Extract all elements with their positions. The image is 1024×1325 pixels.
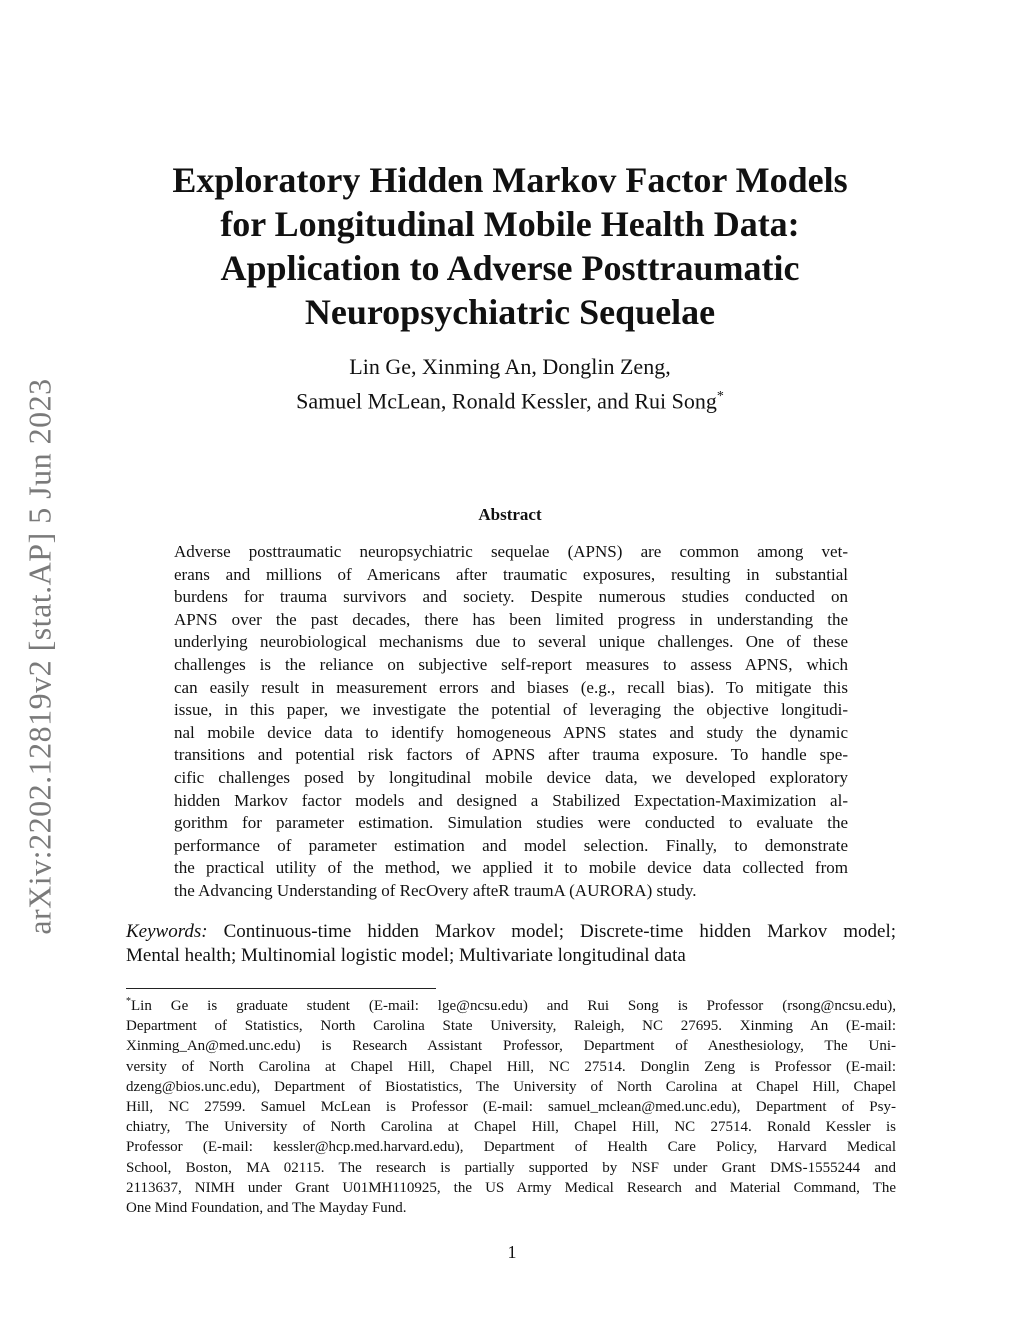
abstract-line: the Advancing Understanding of RecOvery afteR traumA (AURORA) study. bbox=[174, 880, 697, 900]
abstract-line: nal mobile device data to identify homogeneous APNS states and study the dynamic bbox=[174, 722, 848, 742]
paper-title bbox=[120, 158, 900, 334]
arxiv-side-stamp bbox=[12, 366, 68, 946]
footnote-line: Department of Statistics, North Carolina State University, Raleigh, NC 27695. Xinming An (E-mail: bbox=[126, 1018, 896, 1035]
abstract-line: burdens for trauma survivors and society. Despite numerous studies conducted on bbox=[174, 587, 848, 607]
author-list bbox=[120, 352, 900, 416]
title-line: Neuropsychiatric Sequelae bbox=[304, 292, 716, 332]
footnote-line: One Mind Foundation, and The Mayday Fund. bbox=[126, 1200, 407, 1217]
keywords-line-2: Mental health; Multinomial logistic model; Multivariate longitudinal data bbox=[126, 945, 686, 966]
footnote-line: School, Boston, MA 02115. The research is partially supported by NSF under Grant DMS-1555244 and bbox=[126, 1159, 896, 1176]
abstract-line: can easily result in measurement errors and biases (e.g., recall bias). To mitigate this bbox=[174, 677, 848, 697]
title-line: for Longitudinal Mobile Health Data: bbox=[220, 204, 800, 244]
keywords-text: Continuous-time hidden Markov model; Discrete-time hidden Markov model; bbox=[223, 921, 896, 942]
footnote-line: chiatry, The University of North Carolina at Chapel Hill, Chapel Hill, NC 27514. Ronald Kessler is bbox=[126, 1119, 896, 1136]
title-line: Exploratory Hidden Markov Factor Models bbox=[172, 160, 848, 200]
footnote-first-text: Lin Ge is graduate student (E-mail: lge@ncsu.edu) and Rui Song is Professor (rsong@ncsu.edu), bbox=[131, 998, 896, 1014]
abstract-line: the practical utility of the method, we applied it to mobile device data collected from bbox=[174, 858, 848, 878]
page-number: 1 bbox=[507, 1242, 517, 1262]
arxiv-identifier: arXiv:2202.12819v2 [stat.AP] 5 Jun 2023 bbox=[21, 377, 58, 935]
abstract-line: underlying neurobiological mechanisms due to several unique challenges. One of these bbox=[174, 632, 848, 652]
footnote-divider bbox=[126, 988, 436, 989]
footnote-marker: * bbox=[126, 996, 131, 1007]
abstract-line: performance of parameter estimation and model selection. Finally, to demonstrate bbox=[174, 835, 848, 855]
footnote-line: Xinming_An@med.unc.edu) is Research Assistant Professor, Department of Anesthesiology, The Uni- bbox=[126, 1038, 896, 1055]
keywords bbox=[126, 920, 896, 968]
footnote-line: Professor (E-mail: kessler@hcp.med.harvard.edu), Department of Health Care Policy, Harvard Medical bbox=[126, 1139, 896, 1156]
author-footnote bbox=[126, 992, 896, 1218]
abstract-line: challenges is the reliance on subjective self-report measures to assess APNS, which bbox=[174, 654, 848, 674]
abstract-line: Adverse posttraumatic neuropsychiatric sequelae (APNS) are common among vet- bbox=[174, 542, 848, 561]
author-line-2 bbox=[120, 382, 900, 416]
abstract-line: transitions and potential risk factors of APNS after trauma exposure. To handle spe- bbox=[174, 745, 848, 765]
abstract-line: APNS over the past decades, there has been limited progress in understanding the bbox=[174, 609, 848, 629]
corresponding-marker: * bbox=[716, 389, 724, 404]
abstract-line: hidden Markov factor models and designed a Stabilized Expectation-Maximization al- bbox=[174, 790, 848, 810]
footnote-line bbox=[126, 992, 896, 1016]
footnote-line: dzeng@bios.unc.edu), Department of Biostatistics, The University of North Carolina at Chapel Hill, Chapel bbox=[126, 1078, 896, 1095]
abstract-body bbox=[174, 541, 848, 903]
abstract-line: erans and millions of Americans after traumatic exposures, resulting in substantial bbox=[174, 564, 848, 584]
author-line-1: Lin Ge, Xinming An, Donglin Zeng, bbox=[349, 354, 671, 379]
title-line: Application to Adverse Posttraumatic bbox=[220, 248, 800, 288]
abstract-line: cific challenges posed by longitudinal mobile device data, we developed exploratory bbox=[174, 767, 848, 787]
author-names: Samuel McLean, Ronald Kessler, and Rui Song bbox=[296, 388, 717, 414]
footnote-line: versity of North Carolina at Chapel Hill, Chapel Hill, NC 27514. Donglin Zeng is Professor (E-mail: bbox=[126, 1058, 896, 1075]
keywords-line-1 bbox=[126, 920, 896, 944]
footnote-line: 2113637, NIMH under Grant U01MH110925, the US Army Medical Research and Material Command, The bbox=[126, 1179, 896, 1196]
footnote-line: Hill, NC 27599. Samuel McLean is Professor (E-mail: samuel_mclean@med.unc.edu), Department of Psy- bbox=[126, 1099, 896, 1116]
keywords-label: Keywords: bbox=[126, 921, 208, 942]
abstract-line: gorithm for parameter estimation. Simulation studies were conducted to evaluate the bbox=[174, 813, 848, 833]
abstract-line: issue, in this paper, we investigate the potential of leveraging the objective longitudi- bbox=[174, 700, 848, 720]
abstract-heading: Abstract bbox=[478, 505, 542, 524]
